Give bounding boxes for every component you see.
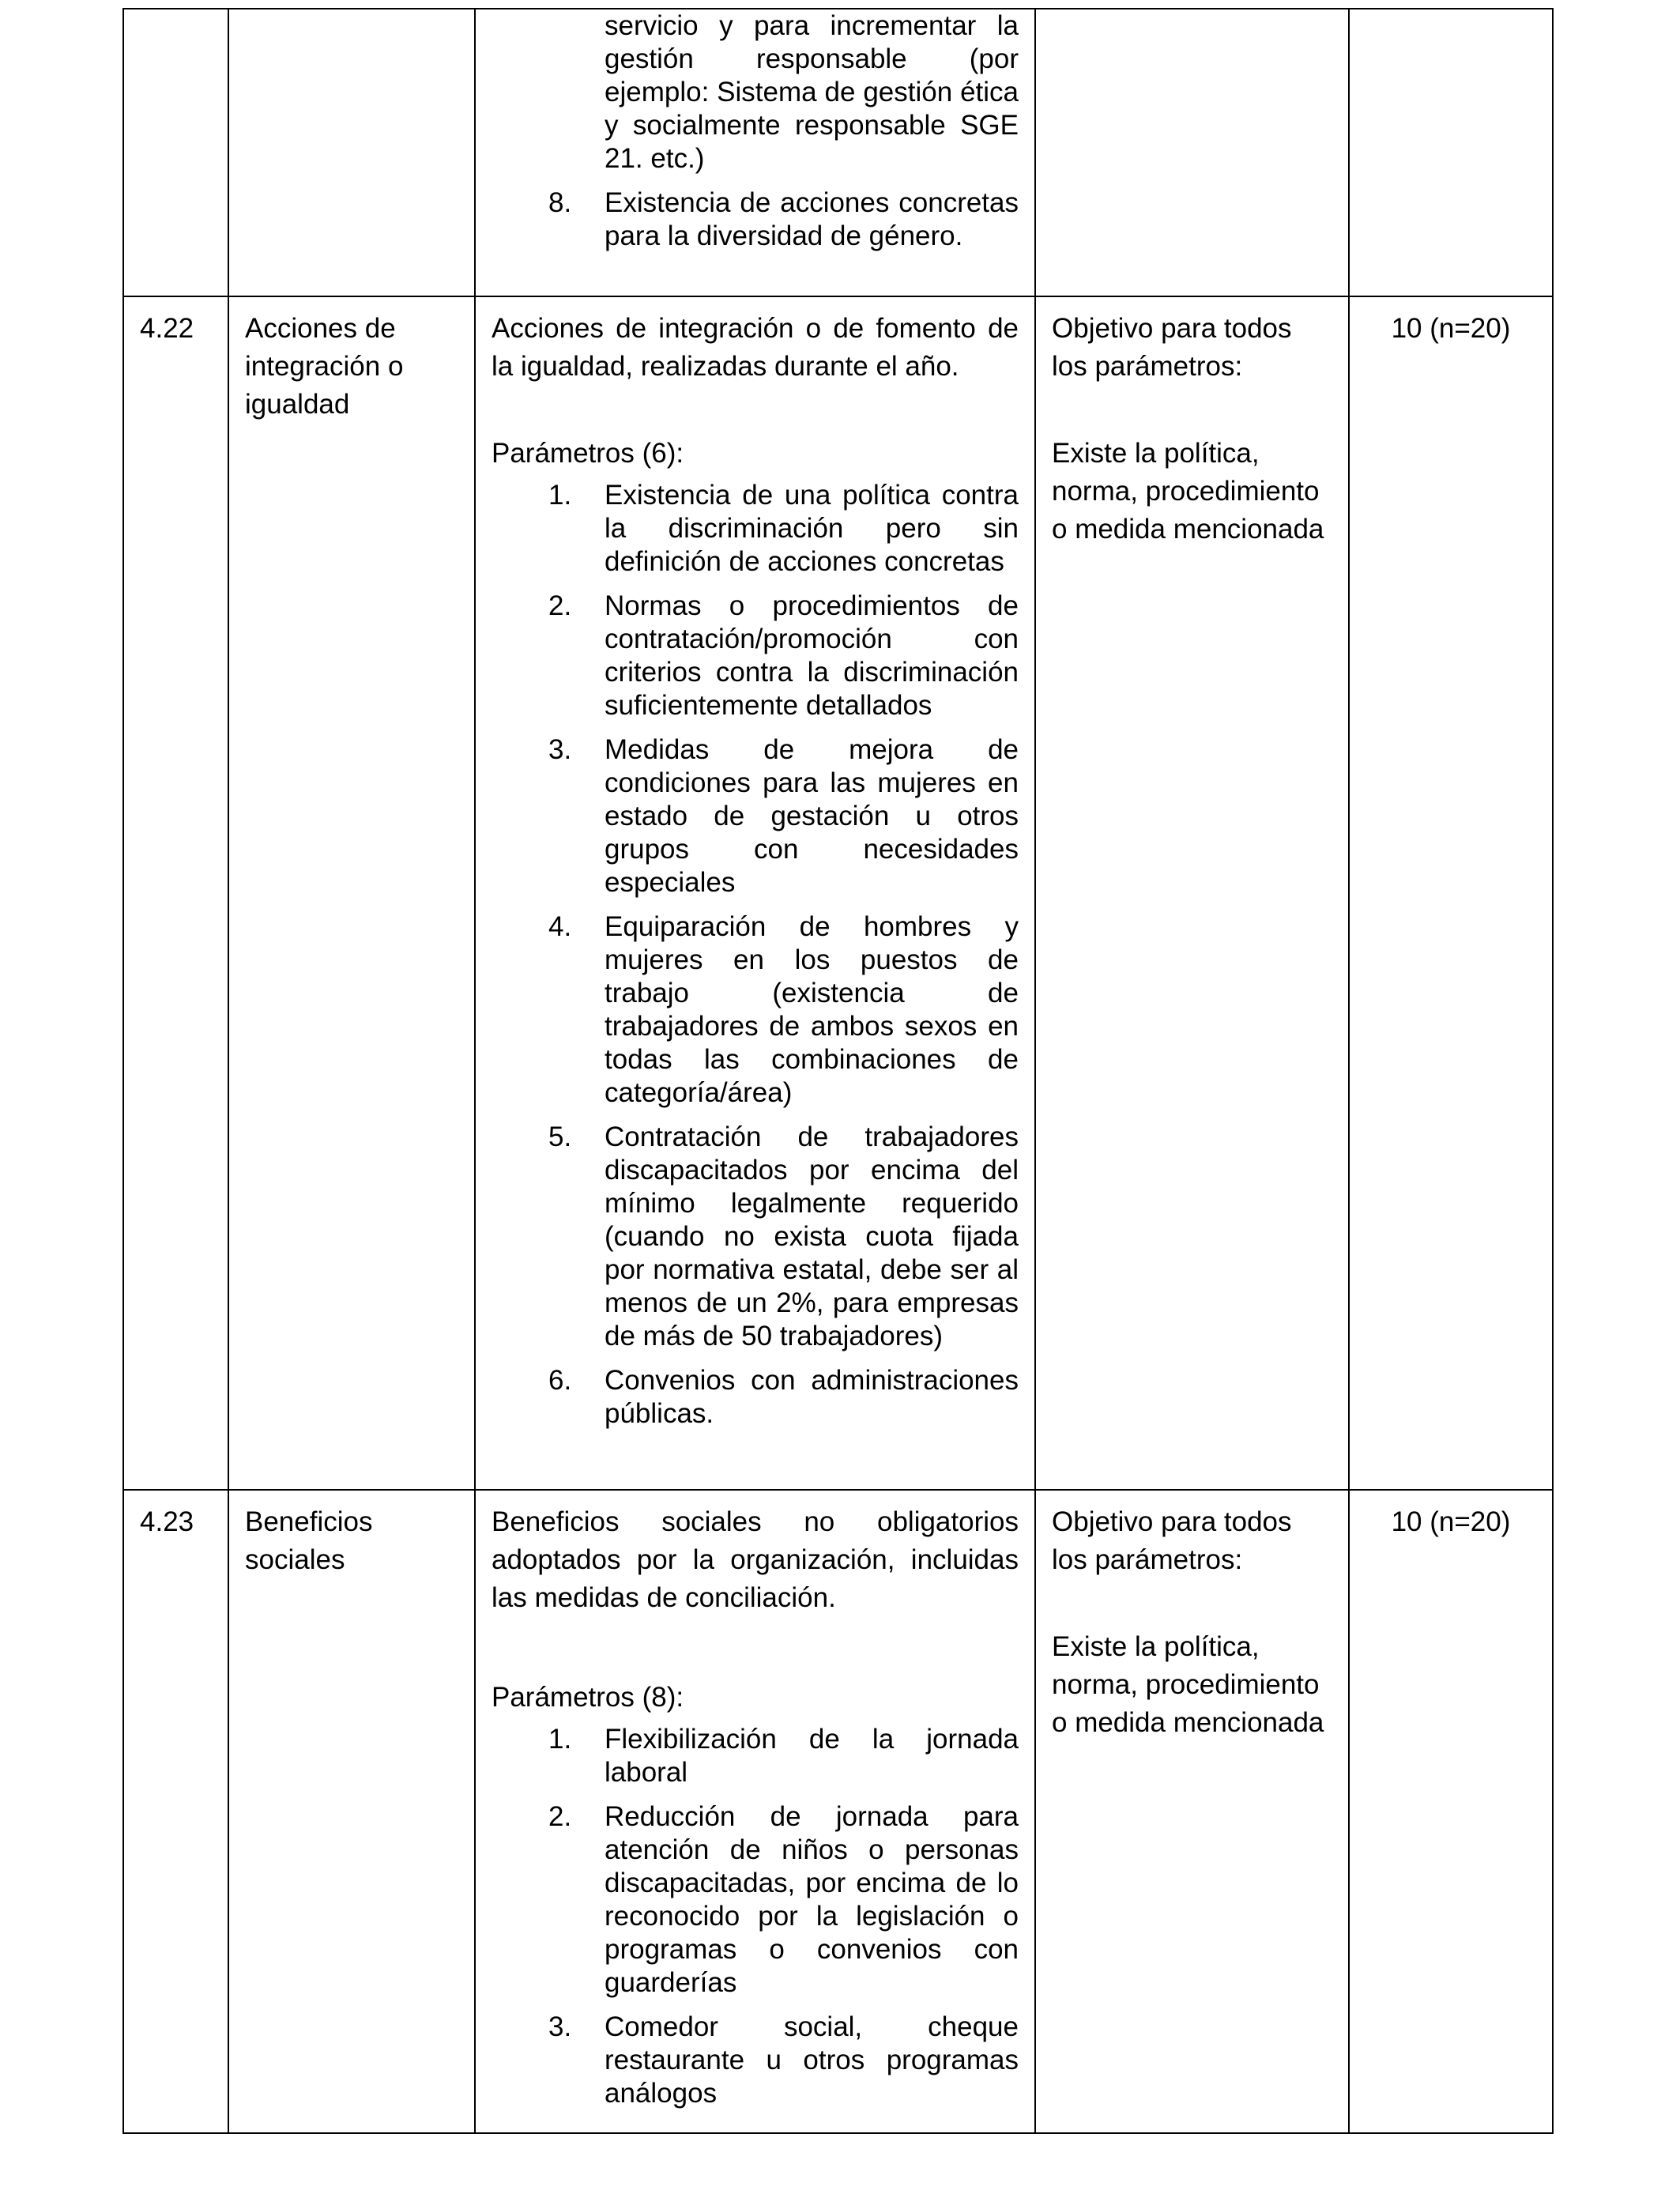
cell-score [1349,9,1553,296]
cell-name [228,9,475,296]
cell-description [475,9,1035,296]
list-item [492,733,1019,899]
list-item [492,590,1019,722]
cell-description [475,1490,1035,2133]
list-item-number: 1. [548,480,572,511]
indicator-description: Acciones de integración o de fomento de la igualdad, realizadas durante el año. [492,313,1019,382]
indicator-description: Beneficios sociales no obligatorios adoptados por la organización, incluidas las medidas de conciliación. [492,1506,1019,1613]
cell-score [1349,1490,1553,2133]
indicator-id: 4.22 [140,313,194,344]
list-item-number: 3. [548,734,572,765]
table-row-4-23 [123,1490,1553,2133]
params-label: Parámetros (6): [492,438,684,469]
table-row-continued [123,9,1553,296]
continued-text: servicio y para incrementar la gestión responsable (por ejemplo: Sistema de gestión ética y socialmente responsable SGE 21. etc.) [605,10,1019,174]
cell-name [228,296,475,1490]
list-item [492,1364,1019,1431]
list-item [492,187,1019,253]
objective-body: Existe la política, norma, procedimiento o medida mencionada [1052,438,1324,545]
cell-score [1349,296,1553,1490]
objective-body: Existe la política, norma, procedimiento o medida mencionada [1052,1631,1324,1738]
table-row-4-22 [123,296,1553,1490]
list-item-text: Normas o procedimientos de contratación/promoción con criterios contra la discriminación suficientemente detallados [605,590,1019,721]
list-item-text: Medidas de mejora de condiciones para las mujeres en estado de gestación u otros grupos con necesidades especiales [605,734,1019,898]
list-item-number: 2. [548,1801,572,1832]
objective-heading: Objetivo para todos los parámetros: [1052,1506,1292,1575]
list-item-number: 1. [548,1724,572,1755]
cell-id [123,9,228,296]
list-item-text: Contratación de trabajadores discapacitados por encima del mínimo legalmente requerido (cuando no exista cuota fijada por normativa estatal, debe ser al menos de un 2%, para empresas de más de 50 trabajadores) [605,1122,1019,1351]
indicator-id: 4.23 [140,1506,194,1537]
list-item [492,479,1019,579]
cell-id [123,296,228,1490]
list-item [492,2011,1019,2110]
score-value: 10 (n=20) [1391,1506,1511,1537]
list-item-number: 2. [548,590,572,621]
list-item [492,1723,1019,1789]
cell-objective [1035,296,1349,1490]
list-item-number: 5. [548,1122,572,1152]
list-item [492,1800,1019,2000]
list-item [492,910,1019,1110]
cell-name [228,1490,475,2133]
list-item-text: Equiparación de hombres y mujeres en los puestos de trabajo (existencia de trabajadores de ambos sexos en todas las combinaciones de categoría/área) [605,911,1019,1108]
list-item [492,1121,1019,1353]
cell-objective [1035,1490,1349,2133]
list-item-text: Convenios con administraciones públicas. [605,1365,1019,1429]
indicator-name: Acciones de integración o igualdad [245,313,404,420]
list-item-text: Existencia de acciones concretas para la diversidad de género. [605,187,1019,251]
list-item-text: Comedor social, cheque restaurante u otros programas análogos [605,2011,1019,2109]
cell-description [475,296,1035,1490]
list-item-text: Reducción de jornada para atención de niños o personas discapacitadas, por encima de lo reconocido por la legislación o programas o convenios con guarderías [605,1801,1019,1998]
cell-id [123,1490,228,2133]
params-label: Parámetros (8): [492,1682,684,1713]
score-value: 10 (n=20) [1391,313,1511,344]
cell-objective [1035,9,1349,296]
list-item-number: 6. [548,1365,572,1396]
list-item-number: 3. [548,2011,572,2042]
objective-heading: Objetivo para todos los parámetros: [1052,313,1292,382]
indicator-table [122,8,1554,2134]
list-item-number: 8. [548,187,572,218]
list-item-number: 4. [548,911,572,942]
list-item-text: Existencia de una política contra la discriminación pero sin definición de acciones concretas [605,480,1019,577]
indicator-name: Beneficios sociales [245,1506,373,1575]
list-item-text: Flexibilización de la jornada laboral [605,1724,1019,1788]
